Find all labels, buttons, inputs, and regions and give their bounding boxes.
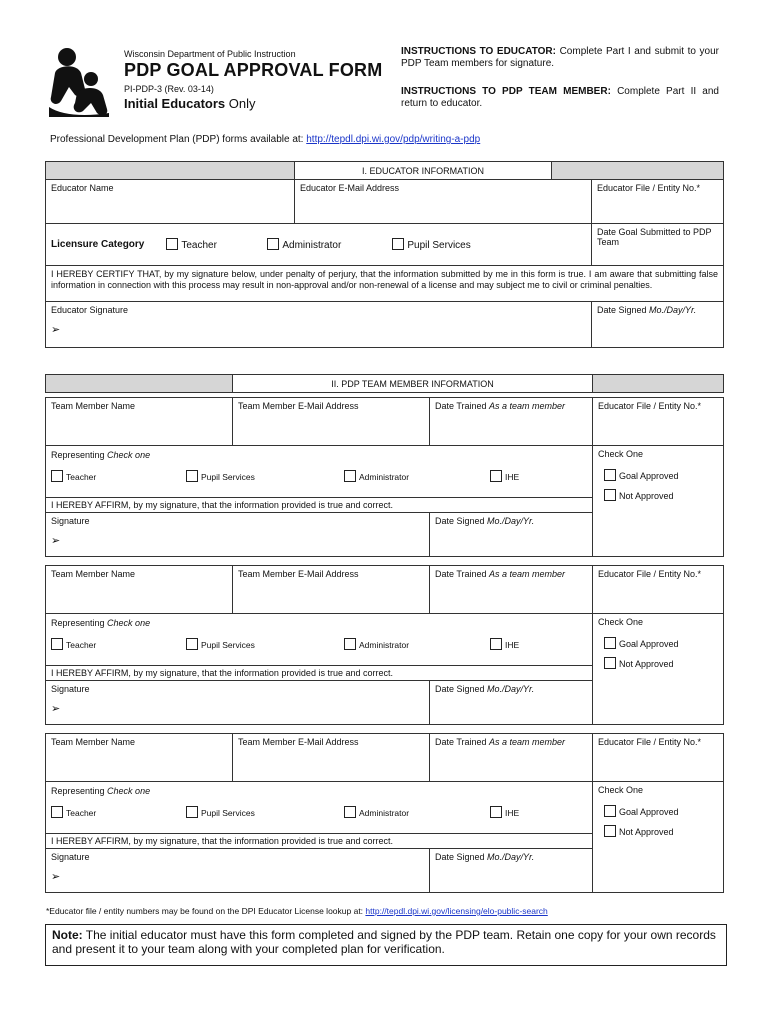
- ihe-checkbox[interactable]: [490, 470, 502, 482]
- team-member-name-field[interactable]: Team Member Name: [46, 566, 233, 614]
- approval-check-cell: Check One Goal Approved Not Approved: [593, 614, 724, 725]
- signature-arrow-icon: ➢: [51, 535, 61, 547]
- representing-row: Representing Check one Teacher Pupil Services Administrator IHE: [46, 614, 593, 666]
- team-member-block-2: [45, 565, 724, 725]
- educator-file-number-field[interactable]: Educator File / Entity No.*: [592, 180, 724, 224]
- team-member-name-field[interactable]: Team Member Name: [46, 734, 233, 782]
- representing-administrator-option[interactable]: Administrator: [344, 470, 490, 482]
- representing-teacher-option[interactable]: Teacher: [51, 806, 186, 818]
- date-trained-field[interactable]: Date Trained As a team member: [430, 566, 593, 614]
- goal-approved-option[interactable]: Goal Approved: [604, 805, 718, 817]
- representing-pupil-services-option[interactable]: Pupil Services: [186, 470, 344, 482]
- license-lookup-link[interactable]: http://tepdl.dpi.wi.gov/licensing/elo-public-search: [365, 906, 548, 916]
- representing-teacher-option[interactable]: Teacher: [51, 638, 186, 650]
- representing-pupil-services-option[interactable]: Pupil Services: [186, 806, 344, 818]
- administrator-checkbox[interactable]: [344, 806, 356, 818]
- educator-signature-field[interactable]: Educator Signature ➢: [46, 302, 592, 348]
- part2-heading: II. PDP TEAM MEMBER INFORMATION: [233, 375, 593, 393]
- educator-date-signed-field[interactable]: Date Signed Mo./Day/Yr.: [592, 302, 724, 348]
- goal-approved-option[interactable]: Goal Approved: [604, 637, 718, 649]
- team-member-name-field[interactable]: Team Member Name: [46, 398, 233, 446]
- affirm-statement: I HEREBY AFFIRM, by my signature, that the information provided is true and correct.: [46, 666, 593, 681]
- licensure-category-label: Licensure Category: [51, 239, 145, 250]
- not-approved-option[interactable]: Not Approved: [604, 657, 718, 669]
- agency-name: Wisconsin Department of Public Instruction: [124, 49, 296, 59]
- team-signature-field[interactable]: Signature ➢: [46, 681, 430, 725]
- not-approved-checkbox[interactable]: [604, 657, 616, 669]
- representing-teacher-option[interactable]: Teacher: [51, 470, 186, 482]
- certification-statement: I HEREBY CERTIFY THAT, by my signature below, under penalty of perjury, that the information submitted by me in this form is true. I am aware that submitting false information in connection with this process may result in non-approval and/or non-renewal of a license and may subject me to civil or criminal penalties.: [46, 266, 724, 302]
- pupil-services-checkbox[interactable]: [186, 806, 198, 818]
- pupil-services-checkbox[interactable]: [186, 638, 198, 650]
- team-member-block-1: [45, 397, 724, 557]
- representing-row: Representing Check one Teacher Pupil Services Administrator IHE: [46, 782, 593, 834]
- not-approved-checkbox[interactable]: [604, 825, 616, 837]
- not-approved-option[interactable]: Not Approved: [604, 489, 718, 501]
- instructions-to-team-member: INSTRUCTIONS TO PDP TEAM MEMBER: Complete Part II and return to educator.: [401, 86, 719, 109]
- administrator-checkbox[interactable]: [267, 238, 279, 250]
- licensure-teacher-option[interactable]: Teacher: [166, 238, 267, 251]
- administrator-checkbox[interactable]: [344, 470, 356, 482]
- signature-arrow-icon: ➢: [51, 871, 61, 883]
- ihe-checkbox[interactable]: [490, 806, 502, 818]
- form-number: PI-PDP-3 (Rev. 03-14): [124, 84, 214, 94]
- teacher-checkbox[interactable]: [51, 638, 63, 650]
- team-member-email-field[interactable]: Team Member E-Mail Address: [233, 734, 430, 782]
- signature-arrow-icon: ➢: [51, 324, 61, 336]
- educator-name-field[interactable]: Educator Name: [46, 180, 295, 224]
- team-file-number-field[interactable]: Educator File / Entity No.*: [593, 566, 724, 614]
- team-signature-field[interactable]: Signature ➢: [46, 513, 430, 557]
- forms-availability: Professional Development Plan (PDP) forms available at: http://tepdl.dpi.wi.gov/pdp/writing-a-pdp: [50, 134, 481, 145]
- date-trained-field[interactable]: Date Trained As a team member: [430, 398, 593, 446]
- administrator-checkbox[interactable]: [344, 638, 356, 650]
- licensure-category-row: [46, 224, 592, 266]
- ihe-checkbox[interactable]: [490, 638, 502, 650]
- representing-administrator-option[interactable]: Administrator: [344, 638, 490, 650]
- representing-ihe-option[interactable]: IHE: [490, 638, 519, 650]
- team-member-email-field[interactable]: Team Member E-Mail Address: [233, 398, 430, 446]
- team-date-signed-field[interactable]: Date Signed Mo./Day/Yr.: [430, 849, 593, 893]
- representing-administrator-option[interactable]: Administrator: [344, 806, 490, 818]
- goal-approved-checkbox[interactable]: [604, 805, 616, 817]
- affirm-statement: I HEREBY AFFIRM, by my signature, that the information provided is true and correct.: [46, 498, 593, 513]
- team-member-block-3: [45, 733, 724, 893]
- representing-ihe-option[interactable]: IHE: [490, 806, 519, 818]
- teacher-checkbox[interactable]: [51, 470, 63, 482]
- form-title: PDP GOAL APPROVAL FORM: [124, 60, 383, 80]
- not-approved-option[interactable]: Not Approved: [604, 825, 718, 837]
- pupil-services-checkbox[interactable]: [392, 238, 404, 250]
- note-box: Note: The initial educator must have this form completed and signed by the PDP team. Retain one copy for your own records and present it to your team along with your completed plan for verification.: [45, 924, 727, 966]
- date-goal-submitted-field[interactable]: Date Goal Submitted to PDP Team: [592, 224, 724, 266]
- part1-heading: I. EDUCATOR INFORMATION: [295, 162, 552, 180]
- dpi-logo: [47, 45, 111, 117]
- part1-educator-table: [45, 161, 724, 348]
- affirm-statement: I HEREBY AFFIRM, by my signature, that the information provided is true and correct.: [46, 834, 593, 849]
- pdp-forms-link[interactable]: http://tepdl.dpi.wi.gov/pdp/writing-a-pdp: [306, 134, 481, 145]
- date-trained-field[interactable]: Date Trained As a team member: [430, 734, 593, 782]
- goal-approved-checkbox[interactable]: [604, 469, 616, 481]
- instructions-to-educator: INSTRUCTIONS TO EDUCATOR: Complete Part I and submit to your PDP Team members for signature.: [401, 46, 720, 69]
- representing-ihe-option[interactable]: IHE: [490, 470, 519, 482]
- teacher-checkbox[interactable]: [51, 806, 63, 818]
- team-date-signed-field[interactable]: Date Signed Mo./Day/Yr.: [430, 681, 593, 725]
- representing-pupil-services-option[interactable]: Pupil Services: [186, 638, 344, 650]
- team-signature-field[interactable]: Signature ➢: [46, 849, 430, 893]
- licensure-administrator-option[interactable]: Administrator: [267, 238, 392, 251]
- teacher-checkbox[interactable]: [166, 238, 178, 250]
- approval-check-cell: Check One Goal Approved Not Approved: [593, 446, 724, 557]
- pupil-services-checkbox[interactable]: [186, 470, 198, 482]
- footnote: *Educator file / entity numbers may be found on the DPI Educator License lookup at: http://tepdl.dpi.wi.gov/licensing/elo-public-search: [46, 906, 548, 916]
- team-file-number-field[interactable]: Educator File / Entity No.*: [593, 398, 724, 446]
- not-approved-checkbox[interactable]: [604, 489, 616, 501]
- initial-educators-only: Initial Educators Only: [124, 96, 256, 111]
- approval-check-cell: Check One Goal Approved Not Approved: [593, 782, 724, 893]
- signature-arrow-icon: ➢: [51, 703, 61, 715]
- team-member-email-field[interactable]: Team Member E-Mail Address: [233, 566, 430, 614]
- representing-row: Representing Check one Teacher Pupil Services Administrator IHE: [46, 446, 593, 498]
- part2-team-table: [45, 374, 724, 393]
- team-date-signed-field[interactable]: Date Signed Mo./Day/Yr.: [430, 513, 593, 557]
- team-file-number-field[interactable]: Educator File / Entity No.*: [593, 734, 724, 782]
- licensure-pupil-services-option[interactable]: Pupil Services: [392, 238, 470, 251]
- goal-approved-option[interactable]: Goal Approved: [604, 469, 718, 481]
- educator-email-field[interactable]: Educator E-Mail Address: [295, 180, 592, 224]
- goal-approved-checkbox[interactable]: [604, 637, 616, 649]
